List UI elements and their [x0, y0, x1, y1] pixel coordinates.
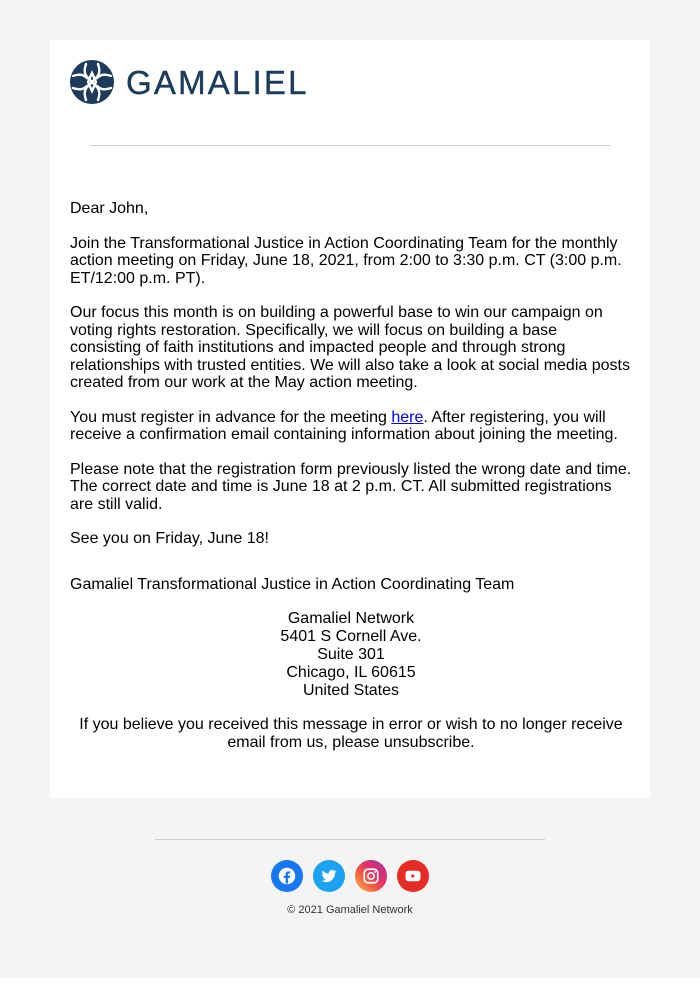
youtube-icon [404, 867, 422, 885]
paragraph-registration [70, 409, 632, 444]
address-line: United States [302, 682, 400, 699]
unsubscribe-notice[interactable]: If you believe you received this message in error or wish to no longer receive email from us, please unsubscribe. [79, 716, 623, 751]
closing: See you on Friday, June 18! [70, 530, 269, 547]
header-divider [90, 145, 610, 146]
email-card [50, 40, 650, 798]
gamaliel-logo[interactable] [70, 60, 309, 104]
instagram-button[interactable] [355, 860, 387, 892]
address-line: Gamaliel Network [287, 610, 415, 627]
instagram-icon [362, 867, 380, 885]
address-line: Chicago, IL 60615 [286, 664, 416, 681]
email-body [70, 200, 632, 768]
paragraph-focus: Our focus this month is on building a powerful base to win our campaign on voting rights restoration. Specifically, we will focus on building a base consisting of faith institutions and impacted people and through strong relationships with trusted entities. We will also take a look at social media posts created from our work at the May action meeting. [70, 304, 630, 391]
registration-text-before: You must register in advance for the meeting [70, 408, 392, 426]
gamaliel-globe-icon [70, 60, 114, 104]
copyright: © 2021 Gamaliel Network [287, 904, 413, 916]
paragraph-meeting-details: Join the Transformational Justice in Action Coordinating Team for the monthly action meeting on Friday, June 18, 2021, from 2:00 to 3:30 p.m. CT (3:00 p.m. ET/12:00 p.m. PT). [70, 234, 622, 287]
twitter-icon [320, 867, 338, 885]
address-line: Suite 301 [317, 646, 385, 663]
address-line: 5401 S Cornell Ave. [280, 628, 422, 645]
paragraph-correction-note: Please note that the registration form previously listed the wrong date and time. The correct date and time is June 18 at 2 p.m. CT. All submitted registrations are still valid. [70, 460, 632, 513]
youtube-button[interactable] [397, 860, 429, 892]
signature: Gamaliel Transformational Justice in Action Coordinating Team [70, 575, 515, 593]
footer-divider [155, 839, 545, 840]
facebook-button[interactable] [271, 860, 303, 892]
facebook-icon [278, 867, 296, 885]
register-here-link[interactable]: here [391, 408, 424, 426]
twitter-button[interactable] [313, 860, 345, 892]
greeting: Dear John, [70, 200, 149, 217]
mailing-address [70, 610, 632, 700]
registration-text-after: . After registering, you will receive a confirmation email containing information about joining the meeting. [70, 408, 618, 443]
logo-wordmark: GAMALIEL [126, 63, 309, 101]
social-links [271, 860, 429, 892]
